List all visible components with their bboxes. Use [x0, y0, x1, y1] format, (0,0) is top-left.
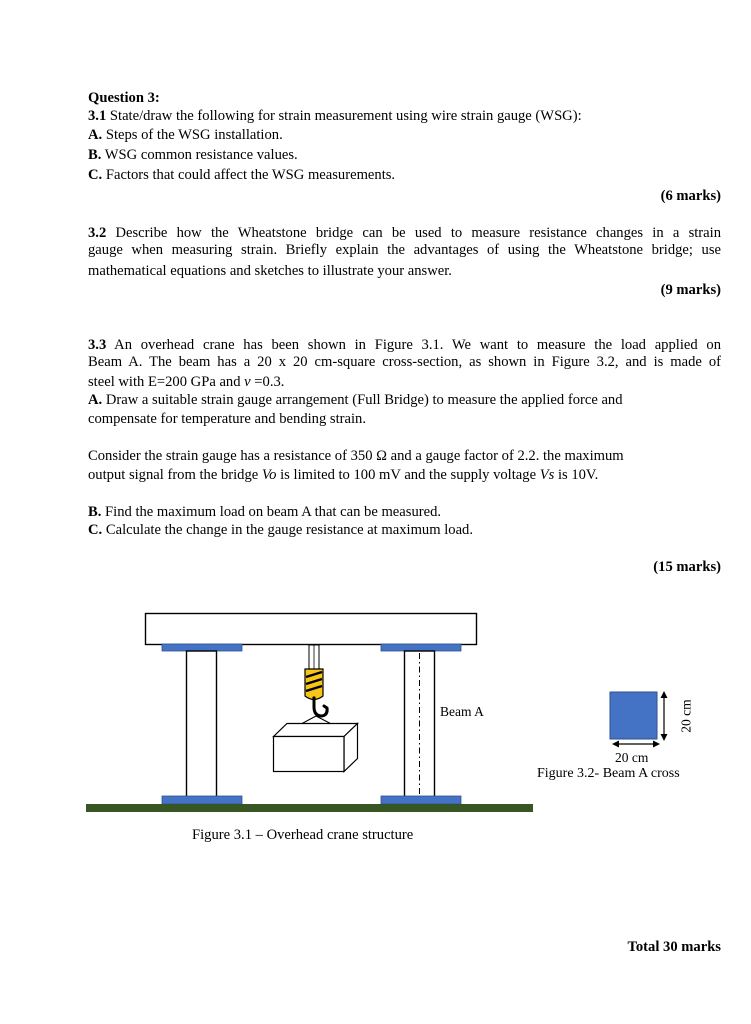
load-box [274, 724, 358, 772]
q33-line-2: Beam A. The beam has a 20 x 20 cm-square cross-section, as shown in Figure 3.2, and is made of [88, 354, 721, 370]
beam-a-cross-section [610, 692, 657, 739]
crane-girder [146, 614, 477, 645]
q32-line-1: 3.2 Describe how the Wheatstone bridge can be used to measure resistance changes in a strain [88, 225, 721, 241]
q31-a-text: Steps of the WSG installation. [102, 127, 283, 143]
q33-part-a-line-2: compensate for temperature and bending strain. [88, 411, 366, 427]
bottom-plate-left [162, 796, 242, 804]
top-plate-right [381, 644, 461, 651]
q33-part-a: A. Draw a suitable strain gauge arrangement (Full Bridge) to measure the applied force and [88, 392, 623, 408]
q31-a-label: A. [88, 127, 103, 143]
total-marks: Total 30 marks [627, 939, 721, 955]
q33-line-1: 3.3 An overhead crane has been shown in Figure 3.1. We want to measure the load applied on [88, 337, 721, 353]
q32-marks: (9 marks) [660, 282, 721, 298]
q31-number: 3.1 [88, 108, 107, 124]
bottom-plate-right [381, 796, 461, 804]
beam-a-label: Beam A [440, 704, 484, 719]
q33-marks: (15 marks) [653, 559, 721, 575]
q33-c-label: C. [88, 522, 103, 538]
q32-line-2: gauge when measuring strain. Briefly explain the advantages of using the Wheatstone bridge; use [88, 242, 721, 258]
poisson-symbol: v [244, 374, 251, 390]
width-dimension-label: 20 cm [615, 750, 649, 765]
vo-symbol: Vo [261, 467, 277, 483]
q31-text: State/draw the following for strain measurement using wire strain gauge (WSG): [106, 108, 582, 124]
width-dimension-arrow [612, 741, 660, 748]
q33-given-line-2: output signal from the bridge Vo is limited to 100 mV and the supply voltage Vs is 10V. [88, 467, 599, 483]
q32-line-3: mathematical equations and sketches to illustrate your answer. [88, 263, 452, 279]
q33-b-label: B. [88, 504, 102, 520]
q31-b-text: WSG common resistance values. [101, 147, 298, 163]
top-plate-left [162, 644, 242, 651]
q33-a-label: A. [88, 392, 103, 408]
q31-c-text: Factors that could affect the WSG measurements. [102, 167, 396, 183]
q33-part-b: B. Find the maximum load on beam A that can be measured. [88, 504, 442, 520]
height-dimension-label: 20 cm [678, 699, 694, 733]
figure-3-2-caption: Figure 3.2- Beam A cross [537, 766, 680, 781]
q32-number: 3.2 [88, 225, 107, 241]
figure-3-1-caption: Figure 3.1 – Overhead crane structure [192, 827, 414, 843]
question-title: Question 3: [88, 90, 160, 106]
hook-icon [305, 669, 327, 716]
q31-b-label: B. [88, 147, 102, 163]
q33-line-3: steel with E=200 GPa and v =0.3. [88, 374, 285, 390]
ground [86, 804, 533, 812]
q31-marks: (6 marks) [660, 188, 721, 204]
vs-symbol: Vs [539, 467, 555, 483]
q31-c-label: C. [88, 167, 103, 183]
q33-part-c: C. Calculate the change in the gauge resistance at maximum load. [88, 522, 473, 538]
q33-given-line-1: Consider the strain gauge has a resistance of 350 Ω and a gauge factor of 2.2. the maximum [88, 448, 624, 464]
left-column [187, 651, 217, 797]
q33-number: 3.3 [88, 337, 107, 353]
height-dimension-arrow [661, 691, 668, 741]
